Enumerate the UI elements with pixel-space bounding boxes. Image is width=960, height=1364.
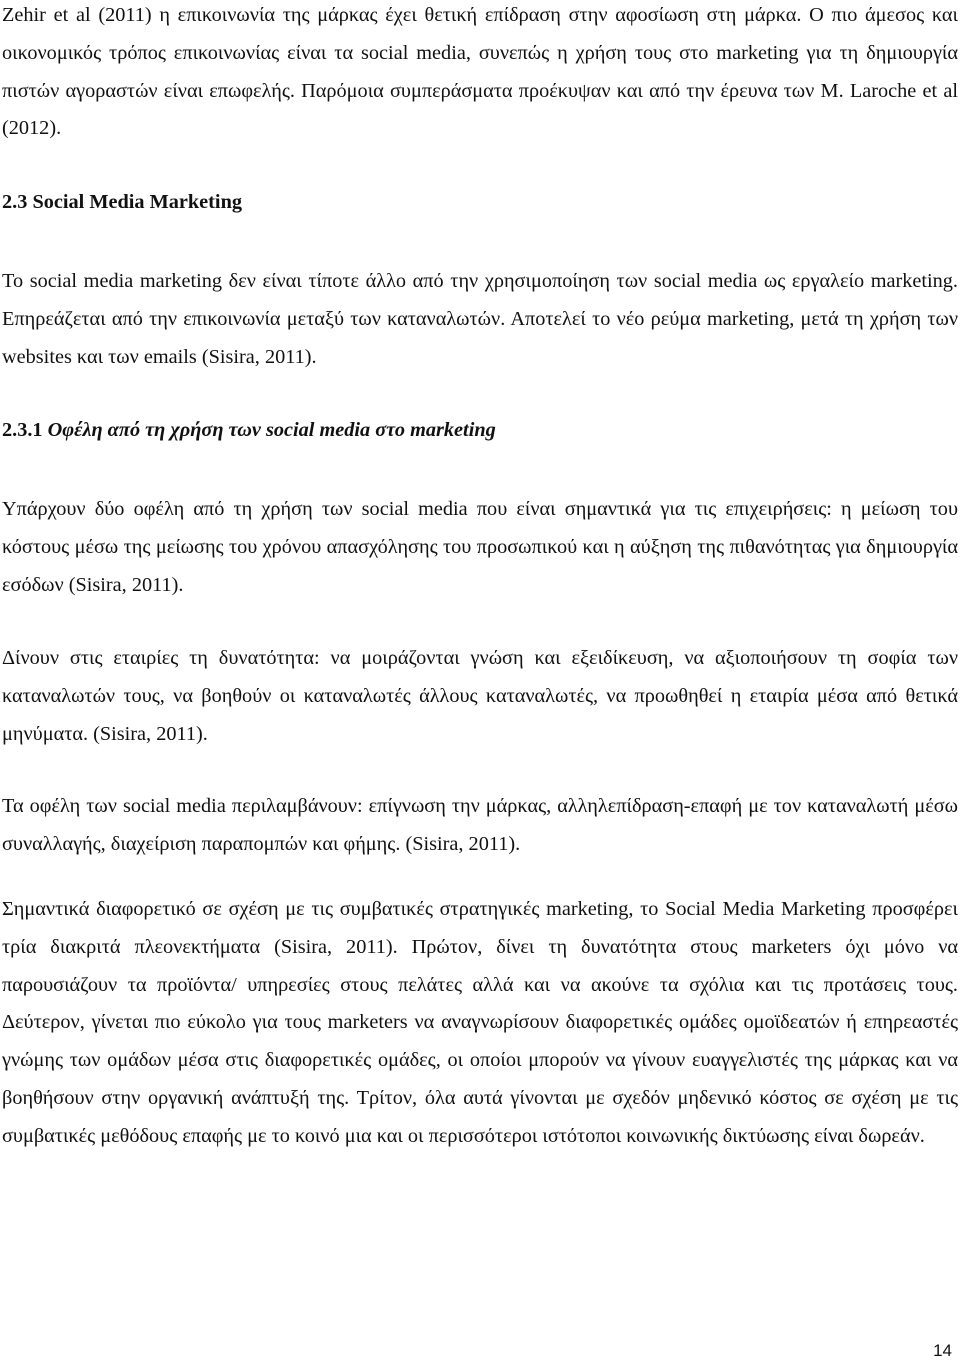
advantages-paragraph: Σημαντικά διαφορετικό σε σχέση με τις συμβατικές στρατηγικές marketing, το Social Media Marketing προσφέρει τρία διακριτά πλεονεκτήματα (Sisira, 2011). Πρώτον, δίνει τη δυνατότητα στους marketers όχι μόνο να παρουσιάζουν τα προϊόντα/ υπηρεσίες στους πελάτες αλλά και να ακούνε τα σχόλια και τις προτάσεις τους. Δεύτερον, γίνεται πιο εύκολο για τους marketers να αναγνωρίσουν διαφορετικές ομάδες ομοϊδεατών ή επηρεαστές γνώμης των ομάδων μέσα στις διαφορετικές ομάδες, οι οποίοι μπορούν να γίνουν ευαγγελιστές της μάρκας και να βοηθήσουν στην οργανική ανάπτυξή της. Τρίτον, όλα αυτά γίνονται με σχεδόν μηδενικό κόστος σε σχέση με τις συμβατικές μεθόδους επαφής με το κοινό μια και οι περισσότεροι ιστότοποι κοινωνικής δικτύωσης είναι δωρεάν. xyxy=(2,898,958,1147)
page-number: 14 xyxy=(933,1341,952,1360)
section-2-3-heading xyxy=(2,188,958,216)
capabilities-paragraph: Δίνουν στις εταιρίες τη δυνατότητα: να μοιράζονται γνώση και εξειδίκευση, να αξιοποιήσουν τη σοφία των καταναλωτών τους, να βοηθούν οι καταναλωτές άλλους καταναλωτές, να προωθηθεί η εταιρία μέσα από θετικά μηνύματα. (Sisira, 2011). xyxy=(2,647,958,745)
benefits-include-paragraph: Τα οφέλη των social media περιλαμβάνουν: επίγνωση την μάρκας, αλληλεπίδραση-επαφή με τον καταναλωτή μέσω συναλλαγής, διαχείριση παραπομπών και φήμης. (Sisira, 2011). xyxy=(2,795,958,855)
section-2-3-title: Social Media Marketing xyxy=(32,191,242,213)
section-2-3-1-heading xyxy=(2,416,958,444)
section-2-3-number: 2.3 xyxy=(2,191,28,213)
smm-definition-paragraph: Το social media marketing δεν είναι τίποτε άλλο από την χρησιμοποίηση των social media ως εργαλείο marketing. Επηρεάζεται από την επικοινωνία μεταξύ των καταναλωτών. Αποτελεί το νέο ρεύμα marketing, μετά τη χρήση των websites και των emails (Sisira, 2011). xyxy=(2,270,958,368)
intro-paragraph: Zehir et al (2011) η επικοινωνία της μάρκας έχει θετική επίδραση στην αφοσίωση στη μάρκα. Ο πιο άμεσος και οικονομικός τρόπος επικοινωνίας είναι τα social media, συνεπώς η χρήση τους στο marketing για τη δημιουργία πιστών αγοραστών είναι επωφελής. Παρόμοια συμπεράσματα προέκυψαν και από την έρευνα των M. Laroche et al (2012). xyxy=(2,4,958,140)
benefits-two-paragraph: Υπάρχουν δύο οφέλη από τη χρήση των social media που είναι σημαντικά για τις επιχειρήσεις: η μείωση του κόστους μέσω της μείωσης του χρόνου απασχόλησης του προσωπικού και η αύξηση της πιθανότητας για δημιουργία εσόδων (Sisira, 2011). xyxy=(2,498,958,596)
section-2-3-1-title: Οφέλη από τη χρήση των social media στο marketing xyxy=(47,419,496,441)
section-2-3-1-number: 2.3.1 xyxy=(2,419,43,441)
